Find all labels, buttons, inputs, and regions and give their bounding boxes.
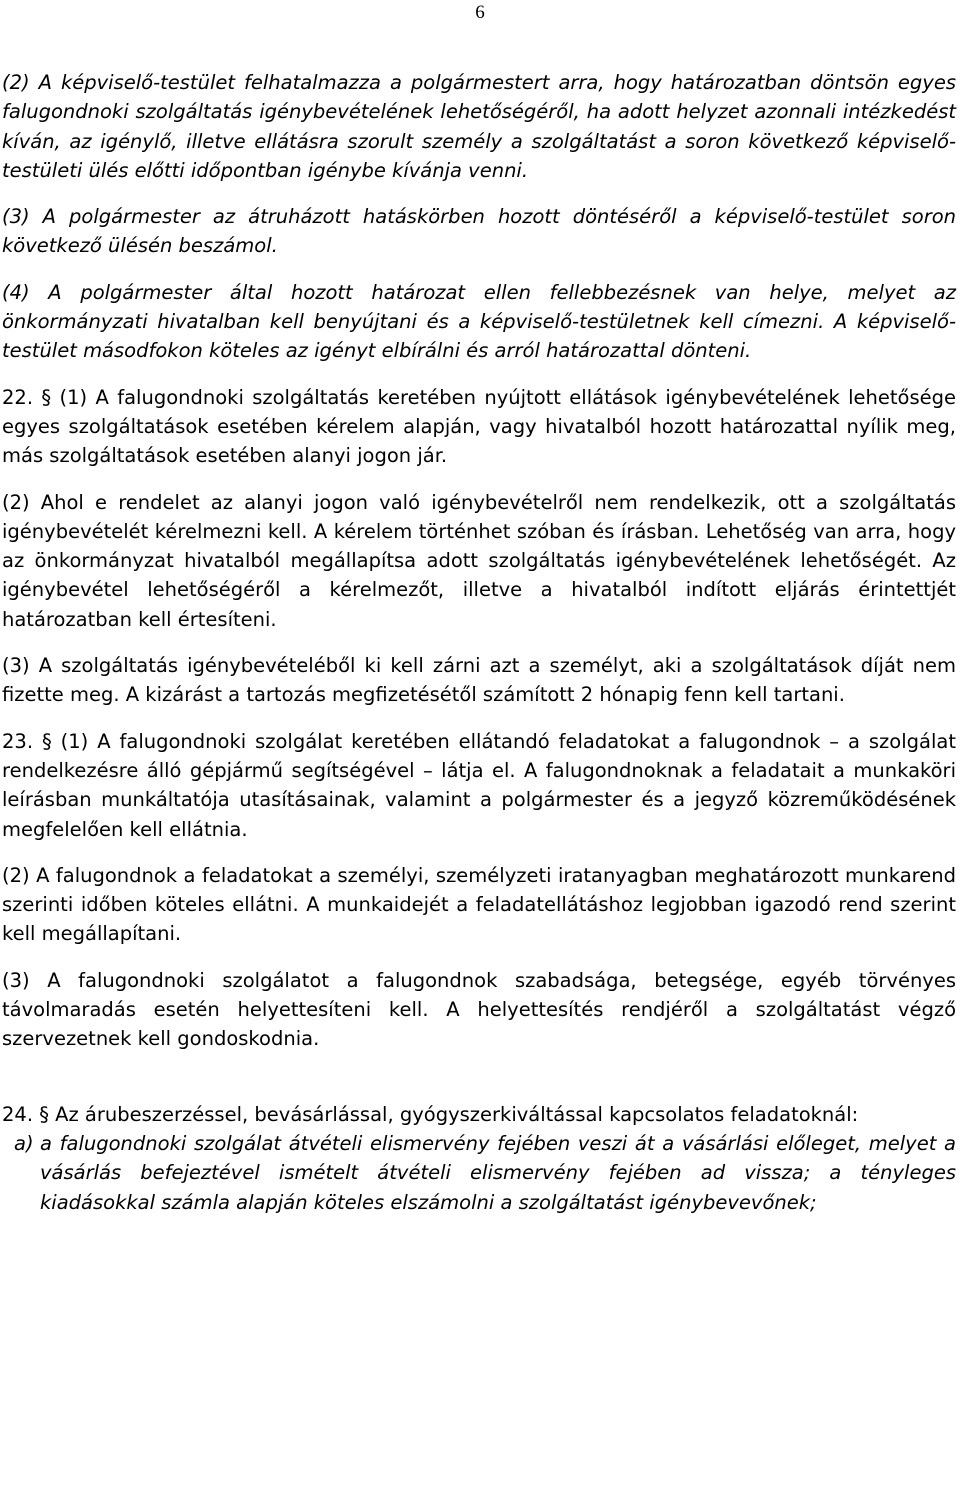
list-item-marker: a) (14, 1131, 34, 1155)
paragraph-23-3: (3) A falugondnoki szolgálatot a falugondnok szabadsága, betegsége, egyéb törvényes távolmaradás esetén helyettesíteni kell. A helyettesítés rendjéről a szolgáltatást végző szervezetnek kell gondoskodnia. (2, 968, 956, 1051)
document-body (2, 68, 956, 1217)
paragraph-23-1: 23. § (1) A falugondnoki szolgálat keretében ellátandó feladatokat a falugondnok – a szolgálat rendelkezésre álló gépjármű segítségével – látja el. A falugondnoknak a feladatait a munkaköri leírásban munkáltatója utasításainak, valamint a polgármester és a jegyző közreműködésének megfelelően kell ellátnia. (2, 729, 956, 841)
paragraph-22-1: 22. § (1) A falugondnoki szolgáltatás keretében nyújtott ellátások igénybevételének lehetősége egyes szolgáltatások esetében kérelem alapján, vagy hivatalból hozott határozattal nyílik meg, más szolgáltatások esetében alanyi jogon jár. (2, 385, 956, 468)
paragraph-21-2: (2) A képviselő-testület felhatalmazza a polgármestert arra, hogy határozatban döntsön egyes falugondnoki szolgáltatás igénybevételének lehetőségéről, ha adott helyzet azonnali intézkedést kíván, az igénylő, illetve ellátásra szorult személy a szolgáltatást a soron következő képviselő-testületi ülés előtti időpontban igénybe kívánja venni. (2, 71, 956, 182)
paragraph-24-intro: 24. § Az árubeszerzéssel, bevásárlással, gyógyszerkiváltással kapcsolatos feladatoknál: (2, 1102, 859, 1126)
paragraph-22-3: (3) A szolgáltatás igénybevételéből ki kell zárni azt a személyt, aki a szolgáltatások díját nem fizette meg. A kizárást a tartozás megfizetésétől számított 2 hónapig fenn kell tartani. (2, 654, 956, 707)
paragraph-23-2: (2) A falugondnok a feladatokat a személyi, személyzeti iratanyagban meghatározott munkarend szerinti időben köteles ellátni. A munkaidejét a feladatellátáshoz legjobban igazodó rend szerint kell megállapítani. (2, 863, 956, 946)
paragraph-22-2: (2) Ahol e rendelet az alanyi jogon való igénybevételről nem rendelkezik, ott a szolgáltatás igénybevételét kérelmezni kell. A kérelem történhet szóban és írásban. Lehetőség van arra, hogy az önkormányzat hivatalból megállapítsa adott szolgáltatás igénybevételének lehetőségét. Az igénybevétel lehetőségéről a kérelmezőt, illetve a hivatalból indított eljárás érintettjét határozatban kell értesíteni. (2, 490, 956, 631)
list-item-a (2, 1129, 956, 1217)
paragraph-21-3: (3) A polgármester az átruházott hatáskörben hozott döntéséről a képviselő-testület soron következő ülésén beszámol. (2, 205, 956, 258)
page-number: 6 (475, 2, 485, 23)
paragraph-21-4: (4) A polgármester által hozott határozat ellen fellebbezésnek van helye, melyet az önkormányzati hivatalban kell benyújtani és a képviselő-testületnek kell címezni. A képviselő-testület másodfokon köteles az igényt elbírálni és arról határozattal dönteni. (2, 280, 956, 363)
list-item-text: a falugondnoki szolgálat átvételi elismervény fejében veszi át a vásárlási előleget, melyet a vásárlás befejeztével ismételt átvételi elismervény fejében ad vissza; a tényleges kiadásokkal számla alapján köteles elszámolni a szolgáltatást igénybevevőnek; (40, 1131, 956, 1214)
